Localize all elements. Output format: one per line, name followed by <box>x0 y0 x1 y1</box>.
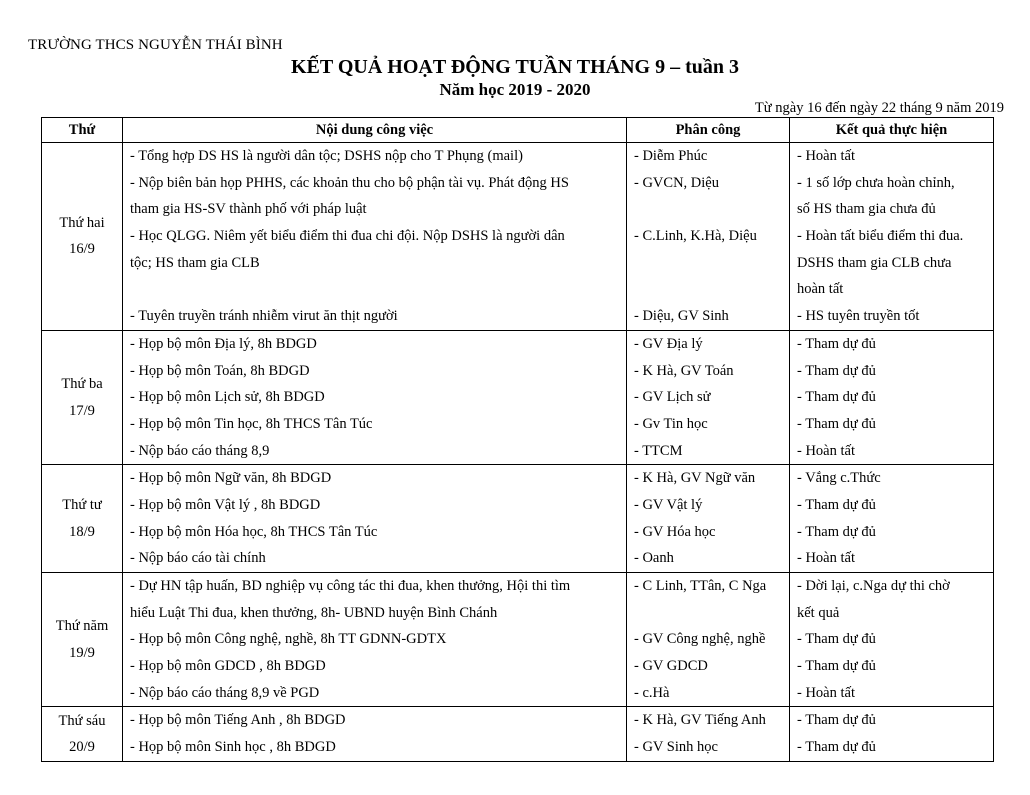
task-line: - Họp bộ môn Ngữ văn, 8h BDGD <box>130 470 332 487</box>
table-row <box>42 330 994 464</box>
assign-line: - C.Linh, K.Hà, Diệu <box>634 228 757 245</box>
task-line: - Tuyên truyền tránh nhiễm virut ăn thịt người <box>130 308 398 325</box>
task-cell <box>123 330 627 464</box>
task-line: - Họp bộ môn Địa lý, 8h BDGD <box>130 335 317 352</box>
day-date: 17/9 <box>69 402 95 419</box>
task-line: - Họp bộ môn Tiếng Anh , 8h BDGD <box>130 712 346 729</box>
result-line: - Hoàn tất <box>797 550 855 567</box>
task-cell <box>123 707 627 761</box>
result-line: - Hoàn tất <box>797 684 855 701</box>
table-row <box>42 465 994 573</box>
assign-line: - GVCN, Diệu <box>634 174 719 191</box>
task-line: - Họp bộ môn Lịch sử, 8h BDGD <box>130 389 325 406</box>
column-header-day: Thứ <box>42 118 123 143</box>
assign-line: - C Linh, TTân, C Nga <box>634 578 767 594</box>
assign-line: - Diệu, GV Sinh <box>634 308 729 325</box>
result-line: - Dời lại, c.Nga dự thi chờ <box>797 578 950 594</box>
school-year: Năm học 2019 - 2020 <box>439 80 591 99</box>
result-line: - Tham dự đủ <box>797 415 876 432</box>
day-name: Thứ sáu <box>58 712 106 729</box>
task-line: - Họp bộ môn Sinh học , 8h BDGD <box>130 739 336 756</box>
day-cell <box>42 465 123 573</box>
assign-line: - K Hà, GV Tiếng Anh <box>634 712 766 729</box>
result-line: - Hoàn tất <box>797 148 855 164</box>
assign-line: - GV Lịch sử <box>634 389 711 406</box>
assign-line: - K Hà, GV Toán <box>634 362 734 379</box>
task-cell <box>123 465 627 573</box>
task-line: - Nộp biên bản họp PHHS, các khoản thu cho bộ phận tài vụ. Phát động HS <box>130 174 569 191</box>
assign-line: - c.Hà <box>634 684 670 701</box>
result-line: - HS tuyên truyền tốt <box>797 308 920 325</box>
report-title: KẾT QUẢ HOẠT ĐỘNG TUẦN THÁNG 9 – tuần 3 <box>290 56 740 78</box>
task-line: - Nộp báo cáo tháng 8,9 <box>130 442 270 459</box>
task-line: - Nộp báo cáo tài chính <box>130 550 266 567</box>
day-name: Thứ tư <box>62 497 102 514</box>
assign-line: - GV Địa lý <box>634 335 703 352</box>
task-line: - Họp bộ môn Công nghệ, nghề, 8h TT GDNN-GDTX <box>130 631 447 648</box>
result-line: - 1 số lớp chưa hoàn chỉnh, <box>797 174 955 191</box>
day-cell <box>42 330 123 464</box>
table-row <box>42 707 994 761</box>
assign-line: - K Hà, GV Ngữ văn <box>634 470 756 487</box>
table-row <box>42 143 994 331</box>
column-header-result: Kết quả thực hiện <box>790 118 994 143</box>
task-line: - Nộp báo cáo tháng 8,9 về PGD <box>130 684 320 701</box>
school-name: TRƯỜNG THCS NGUYỄN THÁI BÌNH <box>28 37 283 53</box>
assign-line: - Diễm Phúc <box>634 148 708 164</box>
activity-table <box>41 117 994 762</box>
task-line: tham gia HS-SV thành phố với pháp luật <box>130 201 367 218</box>
result-line: - Hoàn tất biểu điểm thi đua. <box>797 228 964 245</box>
assign-line: - Gv Tin học <box>634 415 708 432</box>
column-header-assign: Phân công <box>627 118 790 143</box>
assign-cell <box>627 465 790 573</box>
day-name: Thứ ba <box>61 376 103 393</box>
date-range: Từ ngày 16 đến ngày 22 tháng 9 năm 2019 <box>754 100 1004 116</box>
result-line: số HS tham gia chưa đủ <box>797 201 936 218</box>
result-line: - Tham dự đủ <box>797 335 876 352</box>
result-line: - Tham dự đủ <box>797 362 876 379</box>
table-body <box>42 143 994 762</box>
day-date: 16/9 <box>69 241 95 258</box>
day-date: 20/9 <box>69 739 95 756</box>
result-line: - Tham dự đủ <box>797 496 876 513</box>
assign-line: - GV Hóa học <box>634 523 716 540</box>
assign-line: - Oanh <box>634 550 674 567</box>
result-line: - Hoàn tất <box>797 442 855 459</box>
result-line: hoàn tất <box>797 281 844 298</box>
day-date: 19/9 <box>69 644 95 661</box>
assign-line <box>634 600 789 627</box>
assign-line: - TTCM <box>634 442 683 459</box>
assign-cell <box>627 143 790 331</box>
assign-cell <box>627 330 790 464</box>
task-line: - Dự HN tập huấn, BD nghiệp vụ công tác thi đua, khen thưởng, Hội thi tìm <box>130 578 571 594</box>
result-cell <box>790 573 994 707</box>
assign-cell <box>627 573 790 707</box>
day-cell <box>42 573 123 707</box>
result-line: - Tham dự đủ <box>797 523 876 540</box>
assign-line <box>634 196 789 223</box>
day-name: Thứ hai <box>59 214 105 231</box>
task-line: - Họp bộ môn Hóa học, 8h THCS Tân Túc <box>130 523 378 540</box>
task-line: tộc; HS tham gia CLB <box>130 254 260 271</box>
task-line: hiểu Luật Thi đua, khen thưởng, 8h- UBND huyện Bình Chánh <box>130 604 498 621</box>
assign-line <box>634 276 789 303</box>
result-line: - Vắng c.Thức <box>797 470 881 487</box>
day-name: Thứ năm <box>55 618 109 635</box>
result-line: kết quả <box>797 604 840 621</box>
assign-line: - GV Công nghệ, nghề <box>634 631 766 648</box>
task-line <box>130 276 626 303</box>
result-line: DSHS tham gia CLB chưa <box>797 254 952 271</box>
result-line: - Tham dự đủ <box>797 389 876 406</box>
task-line: - Họp bộ môn Tin học, 8h THCS Tân Túc <box>130 415 373 432</box>
result-line: - Tham dự đủ <box>797 658 876 675</box>
result-line: - Tham dự đủ <box>797 631 876 648</box>
result-cell <box>790 465 994 573</box>
result-cell <box>790 707 994 761</box>
assign-line: - GV GDCD <box>634 658 708 675</box>
day-date: 18/9 <box>69 523 95 540</box>
assign-cell <box>627 707 790 761</box>
day-cell <box>42 707 123 761</box>
day-cell <box>42 143 123 331</box>
task-line: - Học QLGG. Niêm yết biểu điểm thi đua chi đội. Nộp DSHS là người dân <box>130 228 565 245</box>
assign-line <box>634 250 789 277</box>
assign-line: - GV Vật lý <box>634 496 703 513</box>
assign-line: - GV Sinh học <box>634 739 718 756</box>
table-row <box>42 573 994 707</box>
table-header-row <box>42 118 994 143</box>
task-line: - Họp bộ môn GDCD , 8h BDGD <box>130 658 326 675</box>
result-cell <box>790 143 994 331</box>
result-line: - Tham dự đủ <box>797 739 876 756</box>
task-line: - Họp bộ môn Vật lý , 8h BDGD <box>130 496 321 513</box>
task-line: - Họp bộ môn Toán, 8h BDGD <box>130 362 310 379</box>
result-line: - Tham dự đủ <box>797 712 876 729</box>
result-cell <box>790 330 994 464</box>
task-cell <box>123 573 627 707</box>
task-cell <box>123 143 627 331</box>
task-line: - Tổng hợp DS HS là người dân tộc; DSHS nộp cho T Phụng (mail) <box>130 148 523 164</box>
column-header-tasks: Nội dung công việc <box>123 118 627 143</box>
